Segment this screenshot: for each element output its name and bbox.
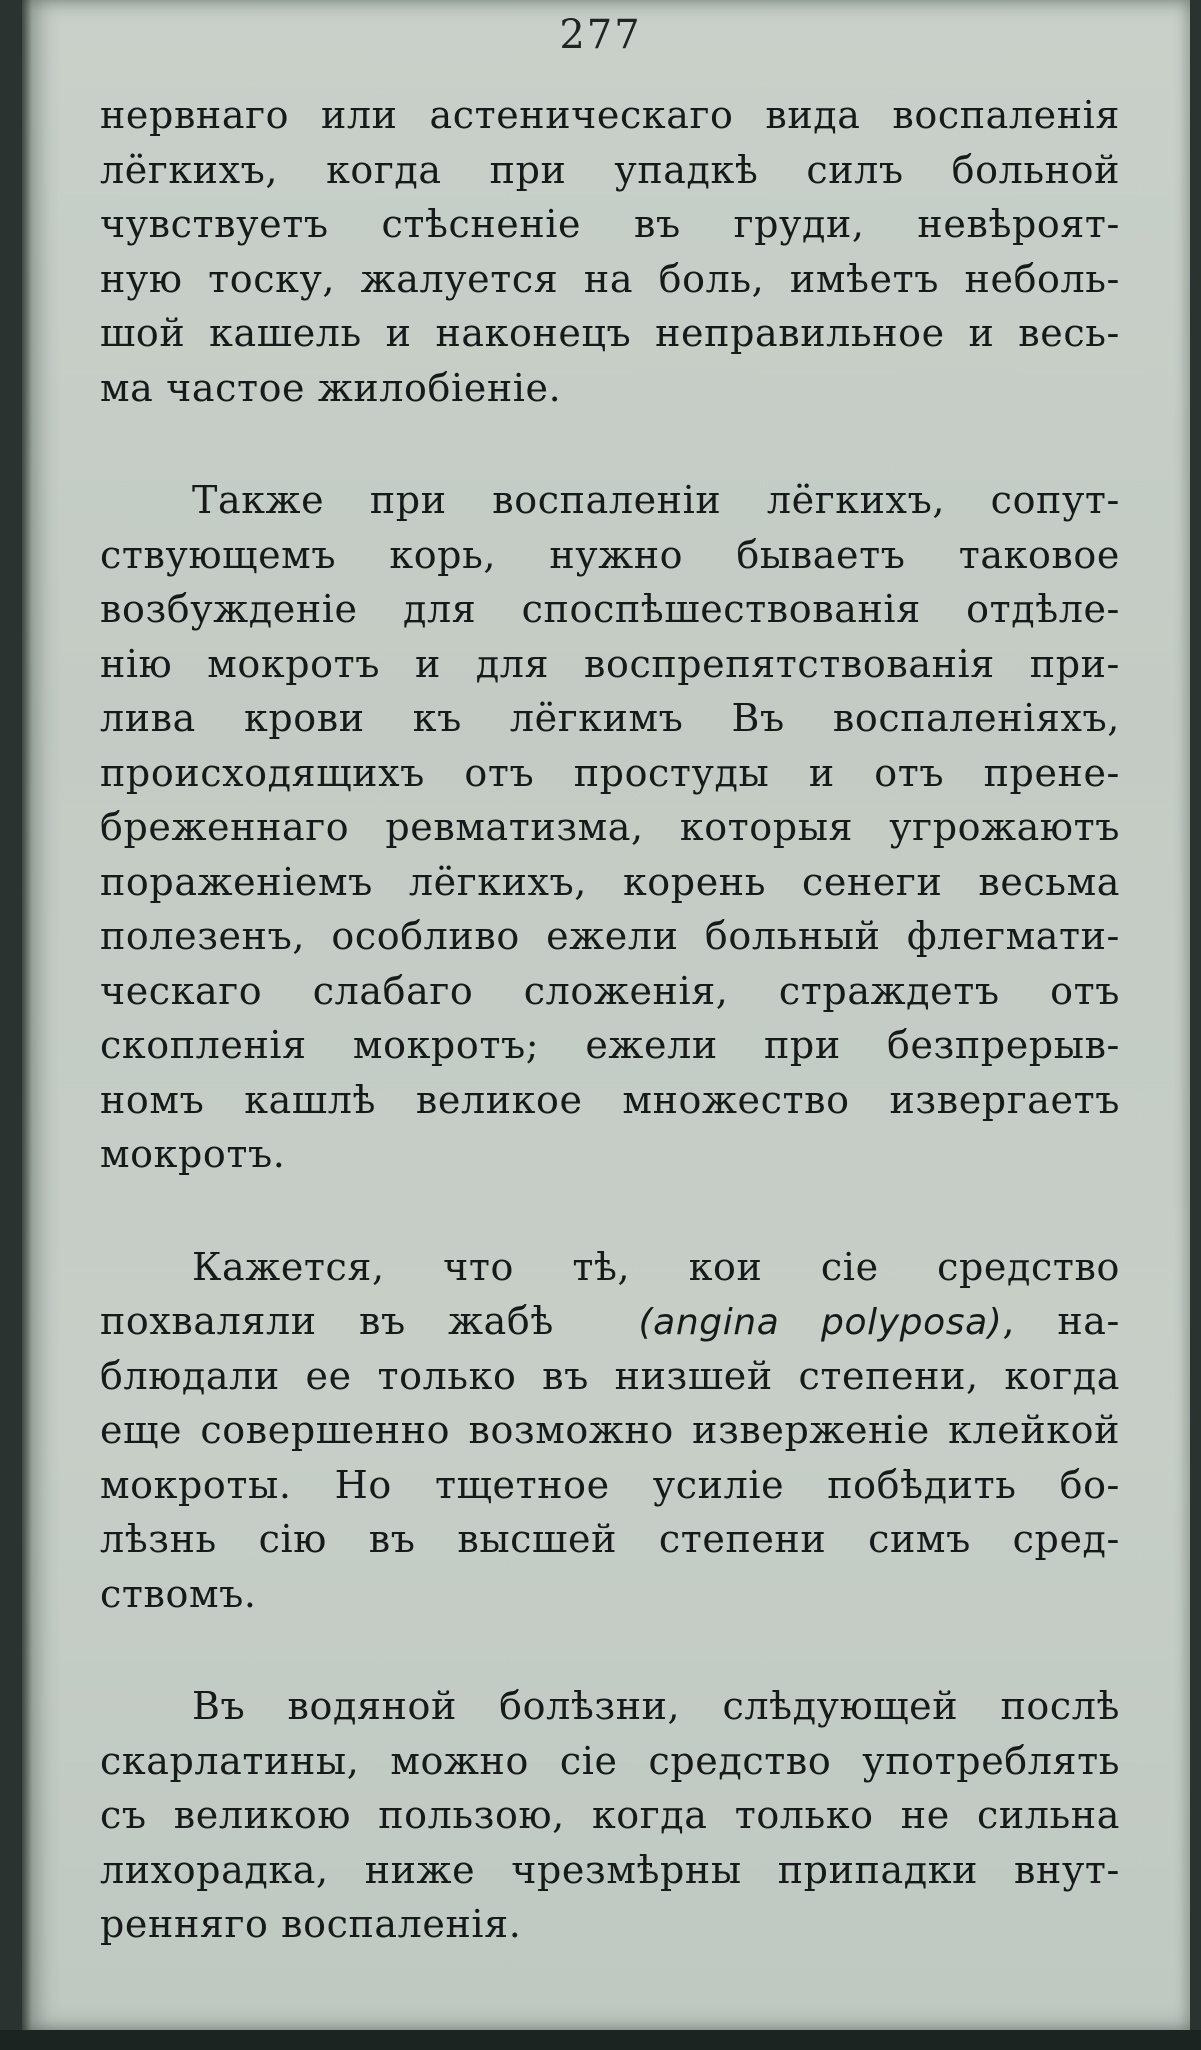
- book-spine-shadow: [22, 0, 32, 2030]
- text-line: ную тоску, жалуется на боль, имѣетъ неболь-: [100, 256, 1120, 301]
- text-line: еще совершенно возможно изверженіе клейкой: [100, 1408, 1120, 1452]
- text-line-with-latin: [100, 1294, 1120, 1349]
- paragraph-3: [100, 1240, 1120, 1622]
- text-line: ствомъ.: [100, 1571, 257, 1616]
- paragraph-1: [100, 88, 1120, 415]
- text-line: полезенъ, особливо ежели больный флегмати-: [100, 914, 1120, 958]
- page-text: [100, 88, 1120, 1952]
- text-line: съ великою пользою, когда только не сильна: [100, 1793, 1120, 1837]
- text-line: мокротъ.: [100, 1132, 286, 1176]
- text-line: бреженнаго ревматизма, которыя угрожаютъ: [100, 805, 1120, 849]
- text-line: лива крови къ лёгкимъ Въ воспаленіяхъ,: [100, 696, 1120, 740]
- text-line: ренняго воспаленія.: [100, 1902, 522, 1946]
- text-line: шой кашель и наконецъ неправильное и весь-: [100, 311, 1120, 355]
- text-line: ма частое жилобіеніе.: [100, 365, 562, 410]
- text-line: скарлатины, можно сіе средство употреблять: [100, 1738, 1120, 1783]
- text-line: происходящихъ отъ простуды и отъ прене-: [100, 750, 1120, 795]
- text-line: мокроты. Но тщетное усиліе побѣдить бо-: [100, 1462, 1120, 1507]
- text-line: лёгкихъ, когда при упадкѣ силъ больной: [100, 147, 1120, 192]
- text-line: ствующемъ корь, нужно бываетъ таковое: [100, 532, 1120, 577]
- text-line: Въ водяной болѣзни, слѣдующей послѣ: [192, 1684, 1120, 1728]
- paragraph-gap: [100, 1182, 1120, 1240]
- text-fragment: похваляли въ жабѣ: [100, 1299, 554, 1343]
- text-line: скопленія мокротъ; ежели при безпрерыв-: [100, 1023, 1120, 1067]
- paragraph-4: [100, 1679, 1120, 1952]
- text-line: лѣзнь сію въ высшей степени симъ сред-: [100, 1517, 1120, 1561]
- text-line: возбужденіе для споспѣшествованія отдѣле-: [100, 587, 1120, 631]
- text-line: номъ кашлѣ великое множество извергаетъ: [100, 1077, 1120, 1122]
- text-line: ческаго слабаго сложенія, страждетъ отъ: [100, 968, 1120, 1013]
- latin-term: (angina polyposa): [638, 1302, 1003, 1343]
- page-number: 277: [559, 12, 642, 58]
- text-fragment: , на-: [1002, 1299, 1120, 1343]
- text-line: нію мокротъ и для воспрепятствованія при-: [100, 641, 1120, 686]
- text-line: лихорадка, ниже чрезмѣрны припадки внут-: [100, 1847, 1120, 1892]
- text-line: нервнаго или астеническаго вида воспаленія: [100, 93, 1120, 137]
- text-line: пораженіемъ лёгкихъ, корень сенеги весьма: [100, 859, 1120, 904]
- scan-bottom-edge: [0, 2030, 1201, 2050]
- text-line: Кажется, что тѣ, кои сіе средство: [192, 1244, 1120, 1289]
- text-line: блюдали ее только въ низшей степени, когда: [100, 1353, 1120, 1398]
- paragraph-2: [100, 473, 1120, 1182]
- text-line: Также при воспаленіи лёгкихъ, сопут-: [192, 478, 1120, 522]
- paragraph-gap: [100, 415, 1120, 473]
- text-line: чувствуетъ стѣсненіе въ груди, невѣроят-: [100, 202, 1120, 246]
- paragraph-gap: [100, 1621, 1120, 1679]
